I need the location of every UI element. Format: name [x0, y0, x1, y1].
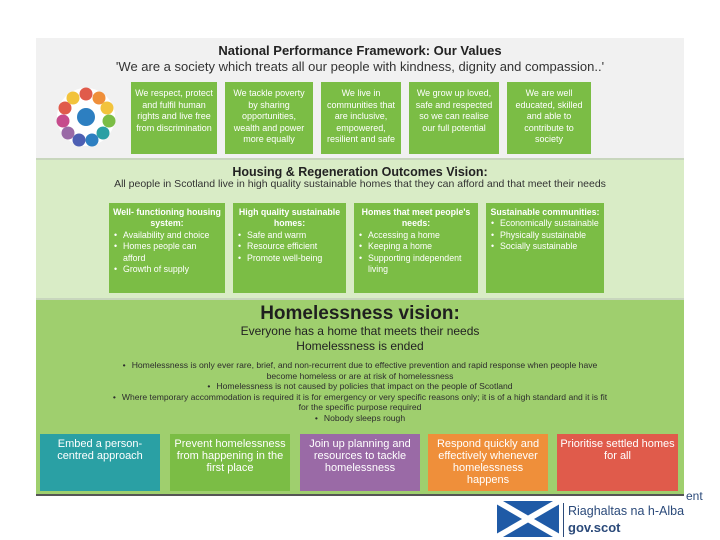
- outcome-box: [354, 203, 478, 293]
- outcome-item: • Safe and warm: [247, 230, 342, 241]
- value-box: We are well educated, skilled and able to contribute to society: [507, 82, 591, 154]
- outcome-item: • Promote well-being: [247, 253, 342, 264]
- outcome-item: • Growth of supply: [123, 264, 221, 275]
- homelessness-vision-line: Homelessness is ended: [296, 339, 424, 353]
- outcome-item: • Availability and choice: [123, 230, 221, 241]
- section-divider: [36, 298, 684, 300]
- outcome-heading: Homes that meet people's needs:: [361, 207, 471, 229]
- bottom-rule: [36, 494, 684, 496]
- outcome-box: [233, 203, 346, 293]
- outcome-item: • Resource efficient: [247, 241, 342, 252]
- footer-cut-text: ent: [686, 489, 703, 503]
- saltire-flag-icon: [497, 501, 559, 537]
- footer-divider: [563, 503, 564, 537]
- action-box: Join up planning and resources to tackle homelessness: [300, 434, 420, 491]
- gov-scot-logo-text: gov.scot: [568, 520, 621, 535]
- outcome-item: • Accessing a home: [368, 230, 474, 241]
- outcome-item: • Socially sustainable: [500, 241, 600, 252]
- outcome-item: • Economically sustainable: [500, 218, 600, 229]
- outcome-item: • Supporting independent living: [368, 253, 474, 276]
- housing-title: Housing & Regeneration Outcomes Vision:: [232, 165, 488, 179]
- outcome-item: • Keeping a home: [368, 241, 474, 252]
- values-title: National Performance Framework: Our Values: [218, 43, 502, 58]
- housing-subtitle: All people in Scotland live in high quality sustainable homes that they can afford and that meet their needs: [114, 178, 606, 190]
- outcome-item: • Homes people can afford: [123, 241, 221, 264]
- section-divider: [36, 158, 684, 160]
- action-box: Respond quickly and effectively whenever homelessness happens: [428, 434, 548, 491]
- outcome-box: [109, 203, 225, 293]
- outcome-heading: Sustainable communities:: [490, 207, 600, 217]
- homelessness-title: Homelessness vision:: [260, 303, 460, 324]
- value-box: We respect, protect and fulfil human rights and live free from discrimination: [131, 82, 217, 154]
- action-box: Prevent homelessness from happening in the first place: [170, 434, 290, 491]
- homelessness-bullets: [110, 360, 610, 424]
- outcome-heading: High quality sustainable homes:: [238, 207, 341, 229]
- value-box: We tackle poverty by sharing opportunities, wealth and power more equally: [225, 82, 313, 154]
- value-box: We grow up loved, safe and respected so we can realise our full potential: [409, 82, 499, 154]
- gov-name-gaelic: Riaghaltas na h-Alba: [568, 504, 685, 518]
- values-subtitle: 'We are a society which treats all our people with kindness, dignity and compassion..': [115, 59, 605, 74]
- homelessness-vision-line: Everyone has a home that meets their needs: [240, 324, 480, 338]
- action-box: Prioritise settled homes for all: [557, 434, 678, 491]
- bullet-item: • Homelessness is not caused by policies that impact on the people of Scotland: [207, 381, 513, 392]
- outcome-heading: Well- functioning housing system:: [113, 207, 221, 229]
- npf-wheel-icon: [55, 86, 117, 148]
- bullet-item: • Homelessness is only ever rare, brief, and non-recurrent due to effective prevention and rapid response when people have become homeless or are at risk of homelessness: [122, 360, 598, 381]
- bullet-item: • Where temporary accommodation is required it is for emergency or very specific reasons only; it is of a high standard and it is fit for the specific purpose required: [112, 391, 608, 413]
- action-box: Embed a person-centred approach: [40, 434, 160, 491]
- outcome-box: [486, 203, 604, 293]
- bullet-item: • Nobody sleeps rough: [314, 412, 406, 423]
- value-box: We live in communities that are inclusive, empowered, resilient and safe: [321, 82, 401, 154]
- outcome-item: • Physically sustainable: [500, 230, 600, 241]
